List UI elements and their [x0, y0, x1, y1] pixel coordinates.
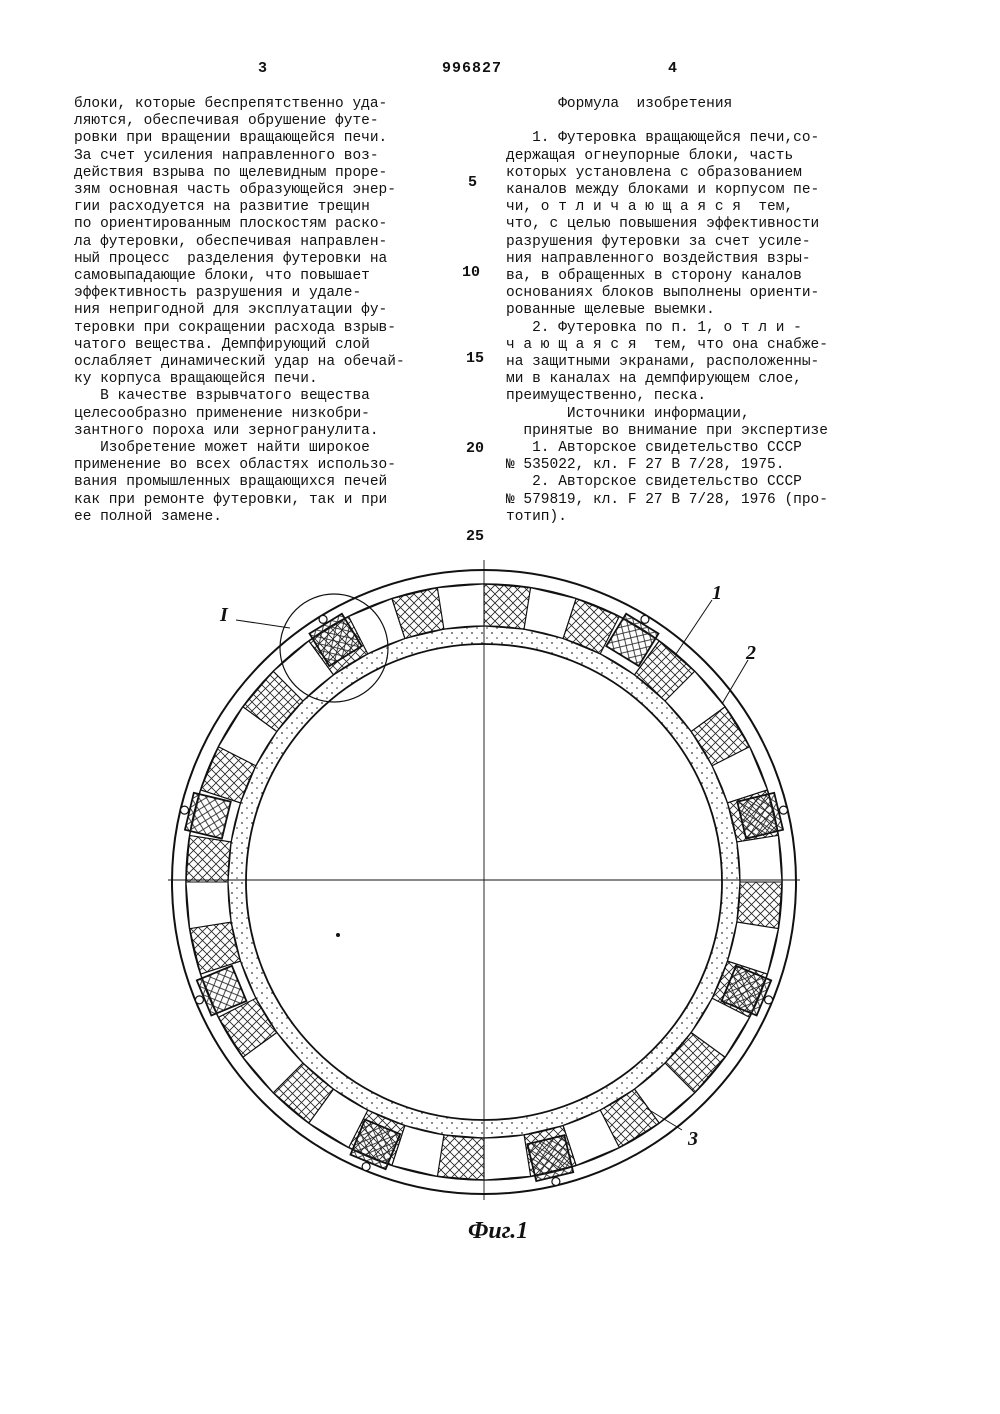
text-line: основаниях блоков выполнены ориенти-	[506, 285, 820, 302]
text-line: преимущественно, песка.	[506, 388, 707, 405]
text-line: каналов между блоками и корпусом пе-	[506, 182, 820, 199]
channel-block	[185, 793, 231, 839]
label-detail-I: I	[220, 604, 228, 626]
text-line: Изобретение может найти широкое	[74, 440, 370, 457]
text-line: гии расходуется на развитие трещин	[74, 199, 370, 216]
text-line: № 535022, кл. F 27 B 7/28, 1975.	[506, 457, 785, 474]
ink-dot	[336, 933, 340, 937]
text-line: эффективность разрушения и удале-	[74, 285, 362, 302]
text-line: В качестве взрывчатого вещества	[74, 388, 370, 405]
channel-hole	[181, 806, 189, 814]
text-line: блоки, которые беспрепятственно уда-	[74, 96, 388, 112]
text-line: ровки при вращении вращающейся печи.	[74, 130, 388, 147]
text-line: 2. Авторское свидетельство СССР	[506, 474, 802, 491]
text-line: ла футеровки, обеспечивая направлен-	[74, 233, 388, 250]
text-line: которых установлена с образованием	[506, 164, 802, 181]
text-line: чи, о т л и ч а ю щ а я с я тем,	[506, 199, 794, 216]
text-line: по ориентированным плоскостям раско-	[74, 216, 388, 233]
line-number-15: 15	[466, 350, 485, 367]
label-1: 1	[712, 582, 722, 604]
line-number-20: 20	[466, 440, 485, 457]
text-line: ляются, обеспечивая обрушение футе-	[74, 113, 379, 130]
label-3: 3	[688, 1128, 698, 1150]
lining-block	[437, 584, 484, 629]
text-line: теровки при сокращении расхода взрыв-	[74, 319, 396, 336]
text-line: чатого вещества. Демпфирующий слой	[74, 336, 370, 353]
text-line: вания промышленных вращающихся печей	[74, 474, 388, 491]
channel-hole	[195, 996, 203, 1004]
lining-block	[737, 882, 782, 929]
channel-hole	[779, 806, 787, 814]
text-line: самовыпадающие блоки, что повышает	[74, 268, 370, 285]
channel-hole	[552, 1177, 560, 1185]
text-line: 1. Авторское свидетельство СССР	[506, 440, 802, 457]
line-number-25: 25	[466, 528, 485, 545]
text-line: принятые во внимание при экспертизе	[506, 422, 828, 439]
text-line: ния непригодной для эксплуатации фу-	[74, 302, 388, 319]
text-line: зантного пороха или зерногранулита.	[74, 422, 379, 439]
text-line: За счет усиления направленного воз-	[74, 147, 379, 164]
text-line: 1. Футеровка вращающейся печи,со-	[506, 130, 820, 147]
text-line: тотип).	[506, 508, 567, 525]
channel-hole	[765, 996, 773, 1004]
text-line: как при ремонте футеровки, так и при	[74, 491, 388, 508]
text-line: рованные щелевые выемки.	[506, 302, 715, 319]
text-line: разрушения футеровки за счет усиле-	[506, 233, 811, 250]
center-lines	[168, 560, 800, 1200]
text-line: ее полной замене.	[74, 508, 222, 525]
detail-leader	[236, 620, 290, 628]
text-line: что, с целью повышения эффективности	[506, 216, 820, 233]
text-line: ослабляет динамический удар на обечай-	[74, 354, 405, 371]
lining-block	[737, 835, 782, 882]
page-number-right: 4	[668, 60, 679, 77]
channel-hole	[362, 1163, 370, 1171]
channel-hole	[641, 615, 649, 623]
channel-block	[527, 1135, 573, 1181]
page-number-left: 3	[258, 60, 269, 77]
text-line: ч а ю щ а я с я тем, что она снабже-	[506, 336, 828, 353]
lining-block	[186, 835, 231, 882]
channel-block	[737, 793, 783, 839]
text-line: на защитными экранами, расположенны-	[506, 354, 820, 371]
text-line: Источники информации,	[506, 405, 750, 422]
lining-block	[484, 1135, 531, 1180]
text-line: ния направленного воздействия взры-	[506, 250, 811, 267]
lining-block	[437, 1135, 484, 1180]
lining-block	[484, 584, 531, 629]
text-line: зям основная часть образующейся энер-	[74, 182, 396, 199]
text-line: Формула изобретения	[506, 96, 733, 112]
text-line: 2. Футеровка по п. 1, о т л и -	[506, 319, 802, 336]
label-1-leader	[676, 600, 712, 654]
patent-number: 996827	[442, 60, 503, 77]
channel-hole	[319, 615, 327, 623]
line-number-5: 5	[468, 174, 478, 191]
text-line: ный процесс разделения футеровки на	[74, 250, 388, 267]
line-number-10: 10	[462, 264, 481, 281]
text-line: ку корпуса вращающейся печи.	[74, 371, 318, 388]
text-line: ва, в обращенных в сторону каналов	[506, 268, 802, 285]
lining-block	[186, 882, 231, 929]
figure-caption: Фиг.1	[468, 1218, 529, 1244]
text-line: целесообразно применение низкобри-	[74, 405, 370, 422]
label-2: 2	[746, 642, 756, 664]
text-line: применение во всех областях использо-	[74, 457, 396, 474]
text-line: ми в каналах на демпфирующем слое,	[506, 371, 802, 388]
text-line: держащая огнеупорные блоки, часть	[506, 147, 794, 164]
text-line: действия взрыва по щелевидным проре-	[74, 164, 388, 181]
text-line: № 579819, кл. F 27 B 7/28, 1976 (про-	[506, 491, 828, 508]
